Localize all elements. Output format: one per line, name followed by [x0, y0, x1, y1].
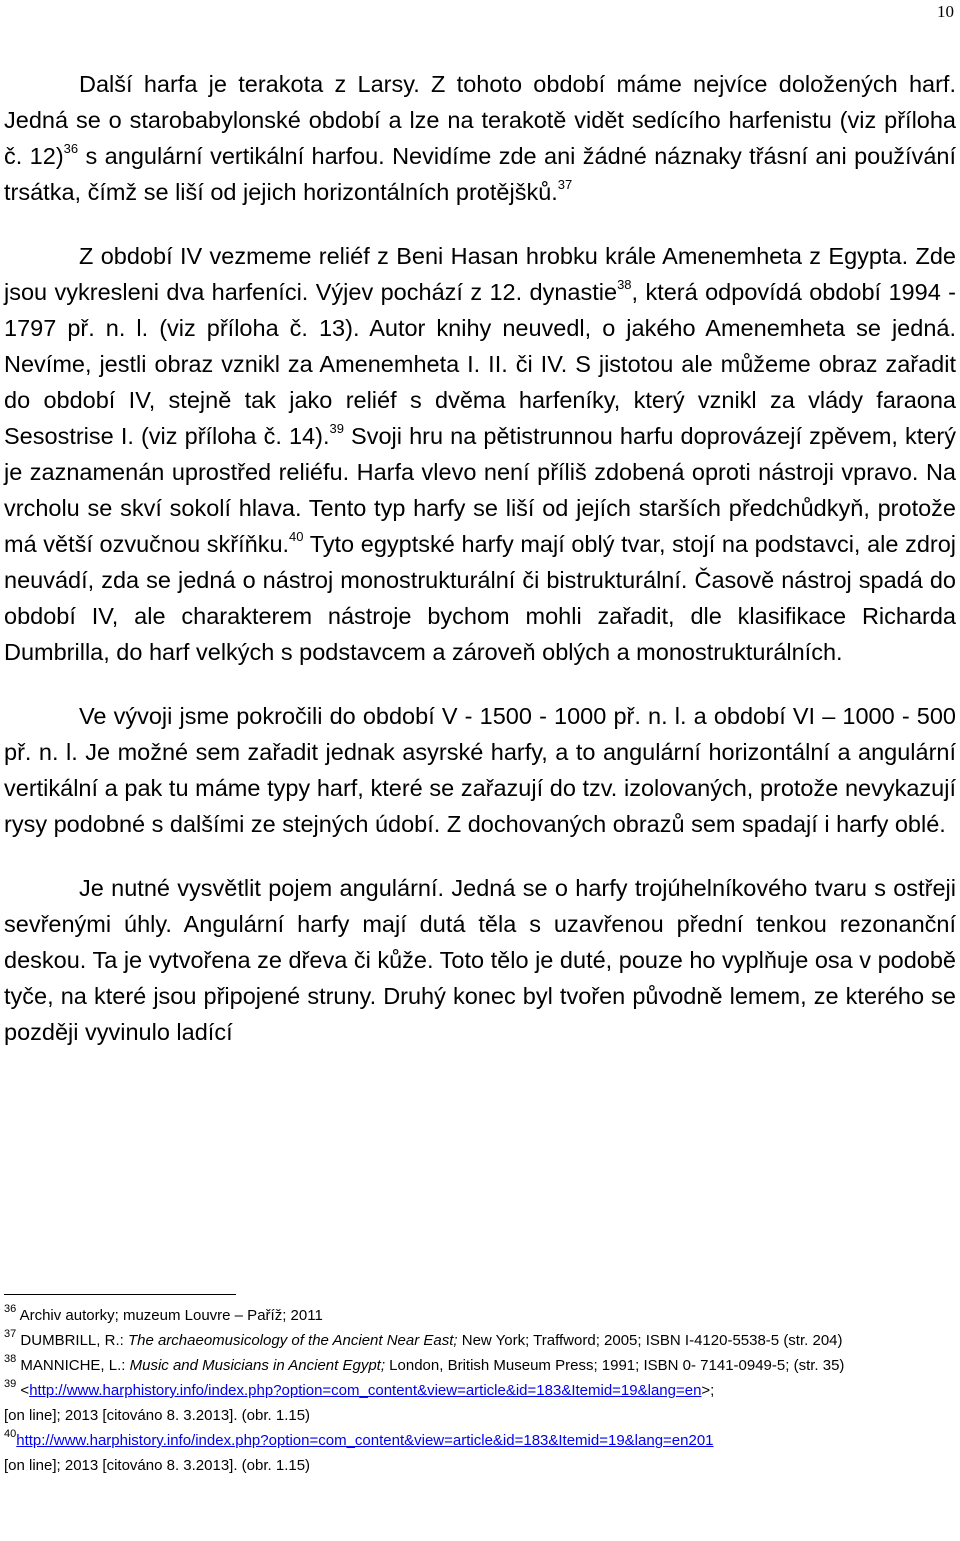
- footnote-number: 39: [4, 1378, 17, 1390]
- footnote-link[interactable]: http://www.harphistory.info/index.php?option=com_content&view=article&id=183&Itemid=19&lang=en: [29, 1382, 702, 1399]
- page-number: 10: [937, 2, 954, 21]
- footnote-number: 38: [4, 1353, 17, 1365]
- footnote-ref-39[interactable]: 39: [329, 421, 344, 436]
- footnote-separator: [4, 1294, 236, 1295]
- link-open-bracket: <: [20, 1382, 30, 1399]
- footnote-number: 36: [4, 1303, 17, 1315]
- paragraph-3: Ve vývoji jsme pokročili do období V - 1500 - 1000 př. n. l. a období VI – 1000 - 500 př. n. l. Je možné sem zařadit jednak asyrské harfy, a to angulární horizontální a angulární vertikální a pak tu máme typy harf, které se zařazují do tzv. izolovaných, protože nevykazují rysy podobné s dalšími ze stejných údobí. Z dochovaných obrazů sem spadají i harfy oblé.: [4, 703, 956, 837]
- footnote-40: [4, 1428, 956, 1478]
- footnote-36: [4, 1303, 956, 1328]
- paragraph-1-part-a: Další harfa je terakota z Larsy. Z tohoto období máme nejvíce doložených harf. Jedná se o starobabylonské období a lze na terakotě vidět sedícího harfenistu (viz příloha č. 12): [4, 71, 956, 169]
- footnote-author: DUMBRILL, R.:: [20, 1332, 128, 1349]
- footnote-book-title: Music and Musicians in Ancient Egypt;: [129, 1357, 386, 1374]
- footnote-text: Archiv autorky; muzeum Louvre – Paříž; 2011: [19, 1307, 323, 1324]
- paragraph-1: [4, 66, 956, 210]
- footnote-publication: London, British Museum Press; 1991; ISBN 0- 7141-0949-5; (str. 35): [385, 1357, 845, 1374]
- footnote-ref-36[interactable]: 36: [63, 141, 79, 156]
- footnotes: [4, 1303, 956, 1478]
- footnote-author: MANNICHE, L.:: [20, 1357, 130, 1374]
- footnote-38: [4, 1353, 956, 1378]
- footnote-ref-38[interactable]: 38: [617, 277, 632, 292]
- footnote-ref-40[interactable]: 40: [289, 529, 304, 544]
- paragraph-4: Je nutné vysvětlit pojem angulární. Jedná se o harfy trojúhelníkového tvaru s ostřeji sevřenými úhly. Angulární harfy mají dutá těla s uzavřenou přední tenkou rezonanční deskou. Ta je vytvořena ze dřeva či kůže. Toto tělo je duté, pouze ho vyplňuje osa v podobě tyče, na které jsou připojené struny. Druhý konec byl tvořen původně lemem, ze kterého se později vyvinulo ladící: [4, 875, 956, 1045]
- footnote-book-title: The archaeomusicology of the Ancient Near East;: [127, 1332, 458, 1349]
- paragraph-2-part-d: Tyto egyptské harfy mají oblý tvar, stojí na podstavci, ale zdroj neuvádí, zda se jedná o nástroj monostrukturální či bistrukturální. Časově nástroj spadá do období IV, ale charakterem nástroje bychom mohli zařadit, dle klasifikace Richarda Dumbrilla, do harf velkých s podstavcem a zároveň oblých a monostrukturálních.: [4, 531, 957, 665]
- footnote-ref-37[interactable]: 37: [557, 177, 573, 192]
- paragraph-2: [4, 238, 956, 670]
- paragraph-2-part-c: Svoji hru na pětistrunnou harfu doprovázejí zpěvem, který je zaznamenán uprostřed reliéfu. Harfa vlevo není příliš zdobená oproti nástroji vpravo. Na vrcholu se skví sokolí hlava. Tento typ harfy se liší od jejích starších předchůdkyň, protože má větší ozvučnou skříňku.: [4, 423, 956, 557]
- paragraph-1-part-b: s angulární vertikální harfou. Nevidíme zde ani žádné náznaky třásní ani používání trsátka, čímž se liší od jejich horizontálních protějšků.: [4, 143, 956, 205]
- footnote-39: [4, 1378, 956, 1428]
- link-close-bracket: >;: [701, 1382, 715, 1399]
- paragraph-2-part-b: , která odpovídá období 1994 - 1797 př. n. l. (viz příloha č. 13). Autor knihy neuvedl, o jakého Amenemheta se jedná. Nevíme, jestli obraz vznikl za Amenemheta I. II. či IV. S jistotou ale můžeme obraz zařadit do období IV, stejně tak jako reliéf s dvěma harfeníky, který vznikl za vlády faraona Sesostrise I. (viz příloha č. 14).: [4, 279, 956, 449]
- paragraph-2-part-a: Z období IV vezmeme reliéf z Beni Hasan hrobku krále Amenemheta z Egypta. Zde jsou vykresleni dva harfeníci. Výjev pochází z 12. dynastie: [4, 243, 956, 305]
- footnote-number: 37: [4, 1328, 17, 1340]
- footnote-37: [4, 1328, 956, 1353]
- footnote-publication: New York; Traffword; 2005; ISBN I-4120-5538-5 (str. 204): [457, 1332, 843, 1349]
- body-text: [4, 66, 956, 1078]
- footnote-number: 40: [4, 1428, 17, 1440]
- footnote-access-note: [on line]; 2013 [citováno 8. 3.2013]. (obr. 1.15): [4, 1457, 311, 1474]
- footnote-link[interactable]: http://www.harphistory.info/index.php?option=com_content&view=article&id=183&Itemid=19&lang=en201: [16, 1432, 714, 1449]
- footnote-access-note: [on line]; 2013 [citováno 8. 3.2013]. (obr. 1.15): [4, 1407, 311, 1424]
